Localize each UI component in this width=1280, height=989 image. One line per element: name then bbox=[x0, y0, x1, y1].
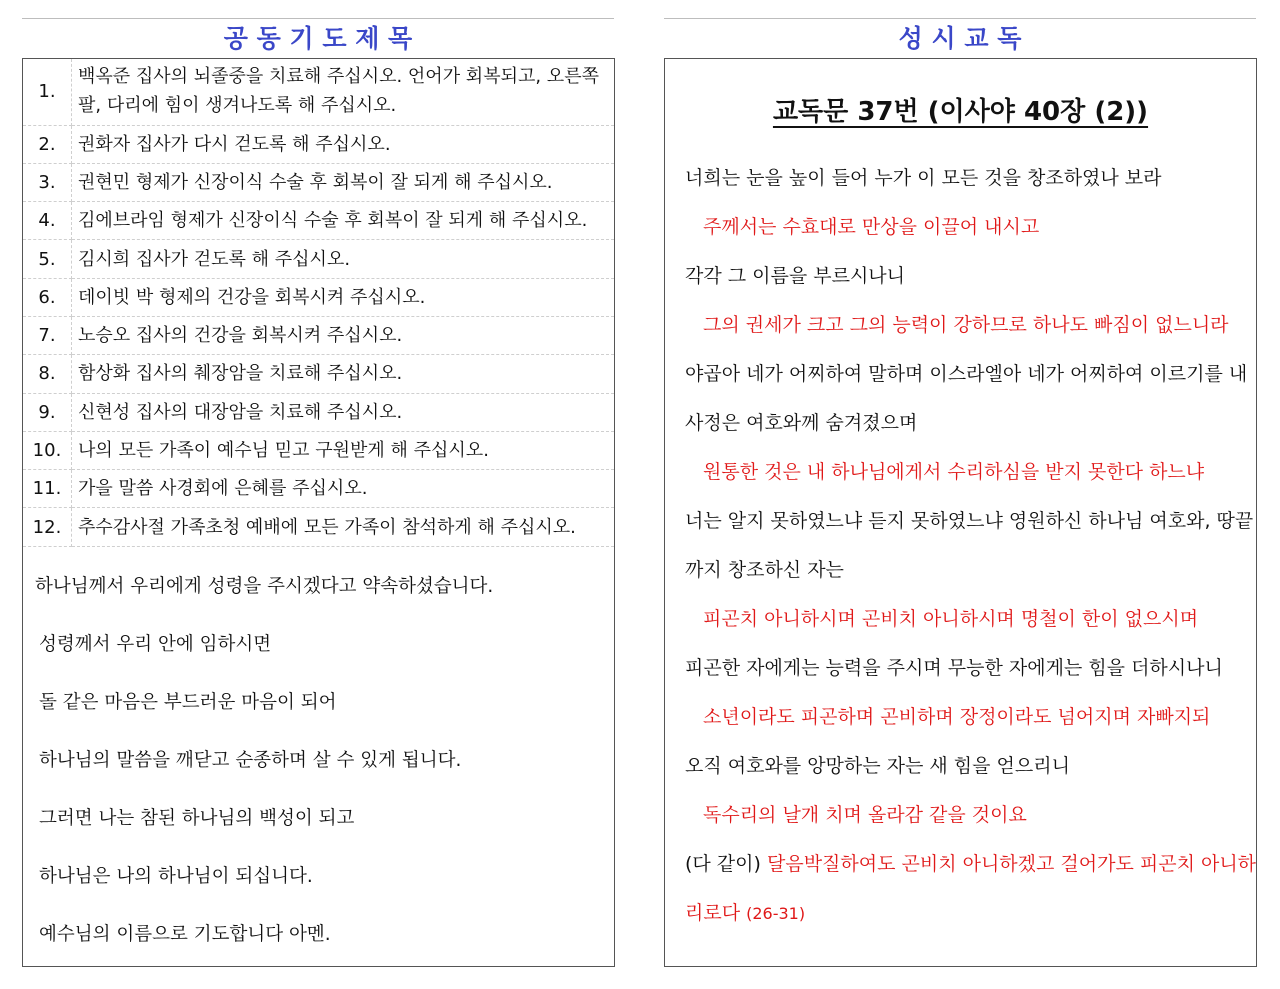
verse-leader: 오직 여호와를 앙망하는 자는 새 힘을 얻으리니 bbox=[685, 755, 1070, 777]
prayer-number: 2. bbox=[23, 125, 72, 163]
prayer-text: 신현성 집사의 대장암을 치료해 주십시오. bbox=[72, 393, 615, 431]
prayer-text: 김에브라임 형제가 신장이식 수술 후 회복이 잘 되게 해 주십시오. bbox=[72, 202, 615, 240]
closing-line: 돌 같은 마음은 부드러운 마음이 되어 bbox=[39, 692, 337, 713]
prayer-text: 권화자 집사가 다시 걷도록 해 주십시오. bbox=[72, 125, 615, 163]
prayer-text: 권현민 형제가 신장이식 수술 후 회복이 잘 되게 해 주십시오. bbox=[72, 163, 615, 201]
prayer-number: 6. bbox=[23, 278, 72, 316]
prayer-row bbox=[23, 240, 614, 278]
verse-together-cont bbox=[685, 898, 805, 925]
prayer-number: 8. bbox=[23, 355, 72, 393]
prayer-number: 11. bbox=[23, 470, 72, 508]
verse-congregation: 원통한 것은 내 하나님에게서 수리하심을 받지 못한다 하느냐 bbox=[703, 461, 1205, 483]
verse-congregation: 소년이라도 피곤하며 곤비하며 장정이라도 넘어지며 자빠지되 bbox=[703, 706, 1211, 728]
prayer-text: 백옥준 집사의 뇌졸중을 치료해 주십시오. 언어가 회복되고, 오른쪽 팔, 다리에 힘이 생겨나도록 해 주십시오. bbox=[72, 59, 615, 125]
verse-leader: 야곱아 네가 어찌하여 말하며 이스라엘아 네가 어찌하여 이르기를 내 bbox=[685, 363, 1248, 385]
verse-together bbox=[685, 849, 1256, 876]
prayer-text: 나의 모든 가족이 예수님 믿고 구원받게 해 주십시오. bbox=[72, 431, 615, 469]
prayer-list bbox=[23, 59, 614, 547]
verse-congregation: 독수리의 날개 치며 올라감 같을 것이요 bbox=[703, 804, 1027, 826]
prayer-row bbox=[23, 202, 614, 240]
verse-leader: 피곤한 자에게는 능력을 주시며 무능한 자에게는 힘을 더하시나니 bbox=[685, 657, 1223, 679]
closing-line: 하나님은 나의 하나님이 되십니다. bbox=[39, 866, 313, 887]
reading-heading bbox=[665, 91, 1256, 128]
prayer-number: 10. bbox=[23, 431, 72, 469]
prayer-row bbox=[23, 316, 614, 354]
verse-leader: 각각 그 이름을 부르시나니 bbox=[685, 265, 906, 287]
prayer-text: 노승오 집사의 건강을 회복시켜 주십시오. bbox=[72, 316, 615, 354]
prayer-text: 가을 말씀 사경회에 은혜를 주십시오. bbox=[72, 470, 615, 508]
prayer-row bbox=[23, 431, 614, 469]
prayer-row bbox=[23, 278, 614, 316]
together-text: 달음박질하여도 곤비치 아니하겠고 걸어가도 피곤치 아니하 bbox=[766, 853, 1257, 875]
prayer-row bbox=[23, 508, 614, 546]
closing-line: 하나님께서 우리에게 성령을 주시겠다고 약속하셨습니다. bbox=[35, 576, 494, 597]
prayer-number: 12. bbox=[23, 508, 72, 546]
prayer-box bbox=[22, 58, 615, 967]
together-text-cont: 리로다 bbox=[685, 902, 741, 924]
prayer-number: 1. bbox=[23, 59, 72, 125]
prayer-number: 4. bbox=[23, 202, 72, 240]
prayer-text: 함상화 집사의 췌장암을 치료해 주십시오. bbox=[72, 355, 615, 393]
prayer-number: 9. bbox=[23, 393, 72, 431]
together-prefix: (다 같이) bbox=[685, 853, 761, 875]
prayer-number: 7. bbox=[23, 316, 72, 354]
verse-congregation: 주께서는 수효대로 만상을 이끌어 내시고 bbox=[703, 216, 1040, 238]
prayer-row bbox=[23, 470, 614, 508]
closing-line: 예수님의 이름으로 기도합니다 아멘. bbox=[39, 924, 331, 945]
verse-congregation: 그의 권세가 크고 그의 능력이 강하므로 하나도 빠짐이 없느니라 bbox=[703, 314, 1229, 336]
reading-heading-text: 교독문 37번 (이사야 40장 (2)) bbox=[772, 97, 1149, 127]
closing-line: 성령께서 우리 안에 임하시면 bbox=[39, 634, 272, 655]
closing-line: 그러면 나는 참된 하나님의 백성이 되고 bbox=[39, 808, 355, 829]
prayer-text: 데이빗 박 형제의 건강을 회복시켜 주십시오. bbox=[72, 278, 615, 316]
verse-leader: 까지 창조하신 자는 bbox=[685, 559, 844, 581]
prayer-row bbox=[23, 393, 614, 431]
prayer-text: 김시희 집사가 걷도록 해 주십시오. bbox=[72, 240, 615, 278]
prayer-text: 추수감사절 가족초청 예배에 모든 가족이 참석하게 해 주십시오. bbox=[72, 508, 615, 546]
prayer-title: 공 동 기 도 제 목 bbox=[22, 18, 614, 57]
verse-leader: 너는 알지 못하였느냐 듣지 못하였느냐 영원하신 하나님 여호와, 땅끝 bbox=[685, 510, 1254, 532]
prayer-number: 3. bbox=[23, 163, 72, 201]
verse-congregation: 피곤치 아니하시며 곤비치 아니하시며 명철이 한이 없으시며 bbox=[703, 608, 1199, 630]
verse-leader: 사정은 여호와께 숨겨졌으며 bbox=[685, 412, 918, 434]
prayer-row bbox=[23, 125, 614, 163]
prayer-number: 5. bbox=[23, 240, 72, 278]
prayer-row bbox=[23, 59, 614, 125]
scripture-reference: (26-31) bbox=[746, 904, 806, 923]
prayer-row bbox=[23, 355, 614, 393]
closing-line: 하나님의 말씀을 깨닫고 순종하며 살 수 있게 됩니다. bbox=[39, 750, 462, 771]
prayer-row bbox=[23, 163, 614, 201]
responsive-reading-box bbox=[664, 58, 1257, 967]
responsive-reading-title: 성 시 교 독 bbox=[664, 18, 1256, 57]
verse-leader: 너희는 눈을 높이 들어 누가 이 모든 것을 창조하였나 보라 bbox=[685, 167, 1162, 189]
